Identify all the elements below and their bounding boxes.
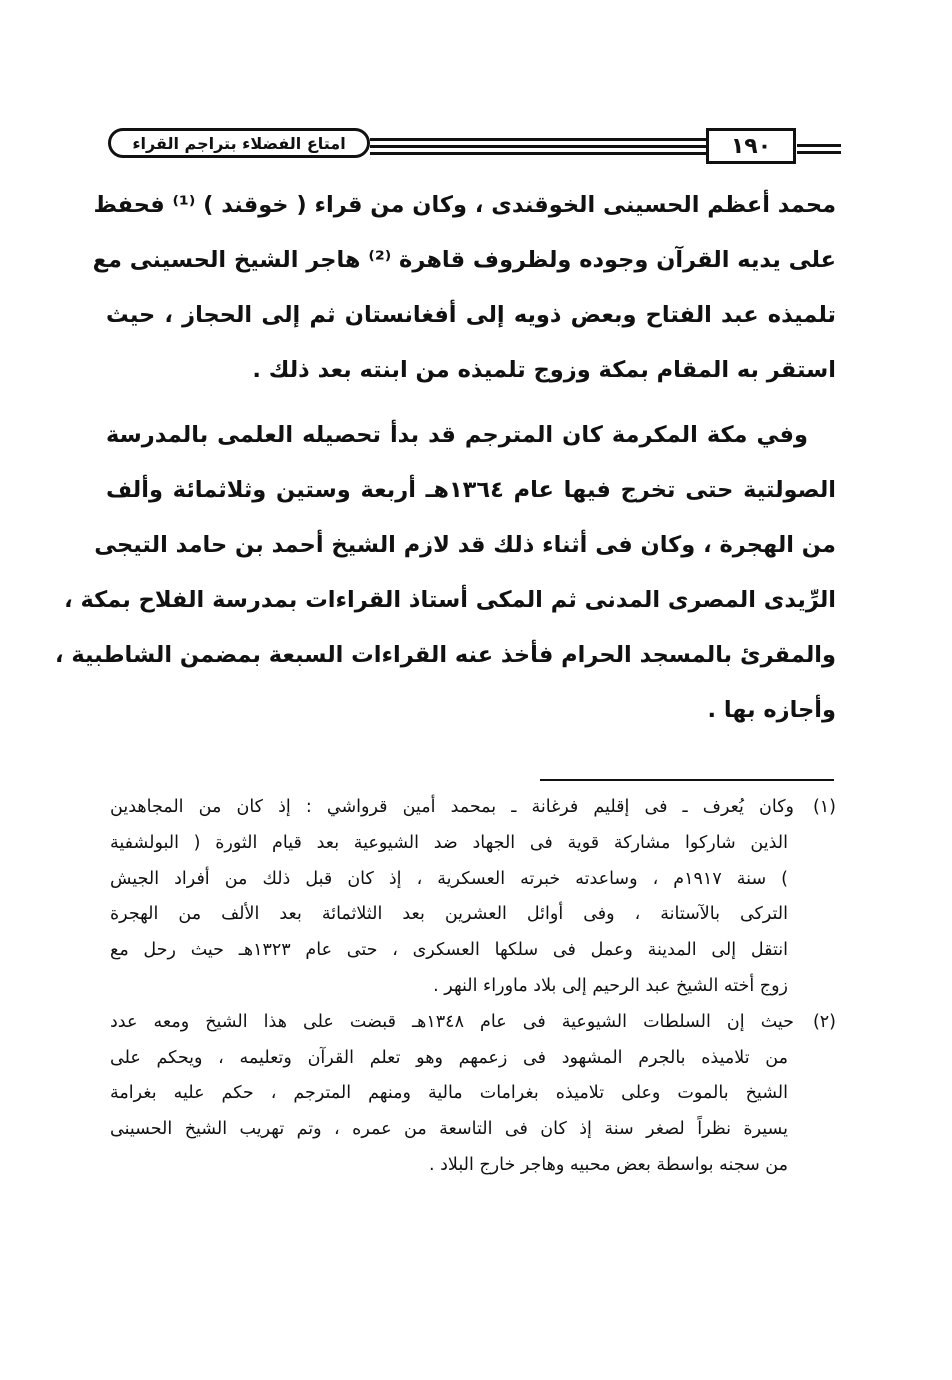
header-rule bbox=[370, 152, 708, 155]
footnote-number: (١) bbox=[812, 797, 836, 817]
footnote-line: من سجنه بواسطة بعض محبيه وهاجر خارج البلاد . bbox=[428, 1154, 788, 1175]
footnote-line: التركى بالآستانة ، وفى أوائل العشرين بعد الثلاثمائة بعد الألف من الهجرة bbox=[110, 904, 788, 925]
footnote-text: وكان يُعرف ـ فى إقليم فرغانة ـ بمحمد أمين قرواشي : إذ كان من المجاهدين bbox=[110, 797, 794, 817]
footnote-line: الشيخ بالموت وعلى تلاميذه بغرامات مالية ومنهم المترجم ، حكم عليه بغرامة bbox=[110, 1083, 788, 1104]
text-line: محمد أعظم الحسينى الخوقندى ، وكان من قراء ( خوقند ) ⁽¹⁾ فحفظ bbox=[93, 192, 836, 218]
footnote-1 bbox=[110, 790, 836, 1005]
footnote-number: (٢) bbox=[812, 1011, 836, 1032]
text-line: على يديه القرآن وجوده ولظروف قاهرة ⁽²⁾ هاجر الشيخ الحسينى مع bbox=[92, 247, 836, 273]
text-line: من الهجرة ، وكان فى أثناء ذلك قد لازم الشيخ أحمد بن حامد التيجى bbox=[94, 532, 836, 558]
text-line: الرِّيدى المصرى المدنى ثم المكى أستاذ القراءات بمدرسة الفلاح بمكة ، bbox=[64, 587, 836, 613]
footnote-line: ) سنة ١٩١٧م ، وساعدته خبرته العسكرية ، إذ كان قبل ذلك من أفراد الجيش bbox=[110, 868, 788, 889]
text-line: تلميذه عبد الفتاح وبعض ذويه إلى أفغانستان ثم إلى الحجاز ، حيث bbox=[106, 302, 836, 328]
footnote-line: زوج أخته الشيخ عبد الرحيم إلى بلاد ماوراء النهر . bbox=[433, 975, 788, 996]
footnote-separator bbox=[540, 779, 834, 781]
paragraph-2 bbox=[54, 408, 836, 738]
running-title: امتاع الفضلاء بتراجم القراء bbox=[108, 128, 370, 158]
text-line: وفي مكة المكرمة كان المترجم قد بدأ تحصيله العلمى بالمدرسة bbox=[106, 422, 808, 448]
footnote-line: انتقل إلى المدينة وعمل فى سلكها العسكرى ، حتى عام ١٣٢٣هـ حيث رحل مع bbox=[110, 940, 788, 961]
text-line: الصولتية حتى تخرج فيها عام ١٣٦٤هـ أربعة وستين وثلاثمائة وألف bbox=[106, 477, 836, 503]
footnote-line bbox=[110, 1005, 836, 1041]
footnotes bbox=[110, 790, 836, 1184]
footnote-line: من تلاميذه بالجرم المشهود فى زعمهم وهو تعلم القرآن وتعليمه ، ويحكم على bbox=[110, 1047, 788, 1068]
page-header bbox=[108, 124, 840, 168]
header-rule bbox=[370, 145, 708, 148]
footnote-line: الذين شاركوا مشاركة قوية فى الجهاد ضد الشيوعية بعد قيام الثورة ( البولشفية bbox=[110, 832, 788, 853]
footnote-line bbox=[110, 790, 836, 826]
text-line: والمقرئ بالمسجد الحرام فأخذ عنه القراءات السبعة بمضمن الشاطبية ، bbox=[54, 642, 836, 668]
header-rule bbox=[370, 138, 708, 141]
text-line: وأجازه بها . bbox=[707, 697, 836, 723]
footnote-2 bbox=[110, 1005, 836, 1184]
footnote-line: يسيرة نظراً لصغر سنة إذ كان فى التاسعة من عمره ، وتم تهريب الشيخ الحسينى bbox=[110, 1119, 788, 1140]
text-line: استقر به المقام بمكة وزوج تلميذه من ابنته بعد ذلك . bbox=[252, 357, 836, 383]
footnote-text: حيث إن السلطات الشيوعية فى عام ١٣٤٨هـ قبضت على هذا الشيخ ومعه عدد bbox=[110, 1011, 794, 1032]
page-number: ١٩٠ bbox=[706, 128, 796, 164]
paragraph-1 bbox=[92, 178, 836, 398]
